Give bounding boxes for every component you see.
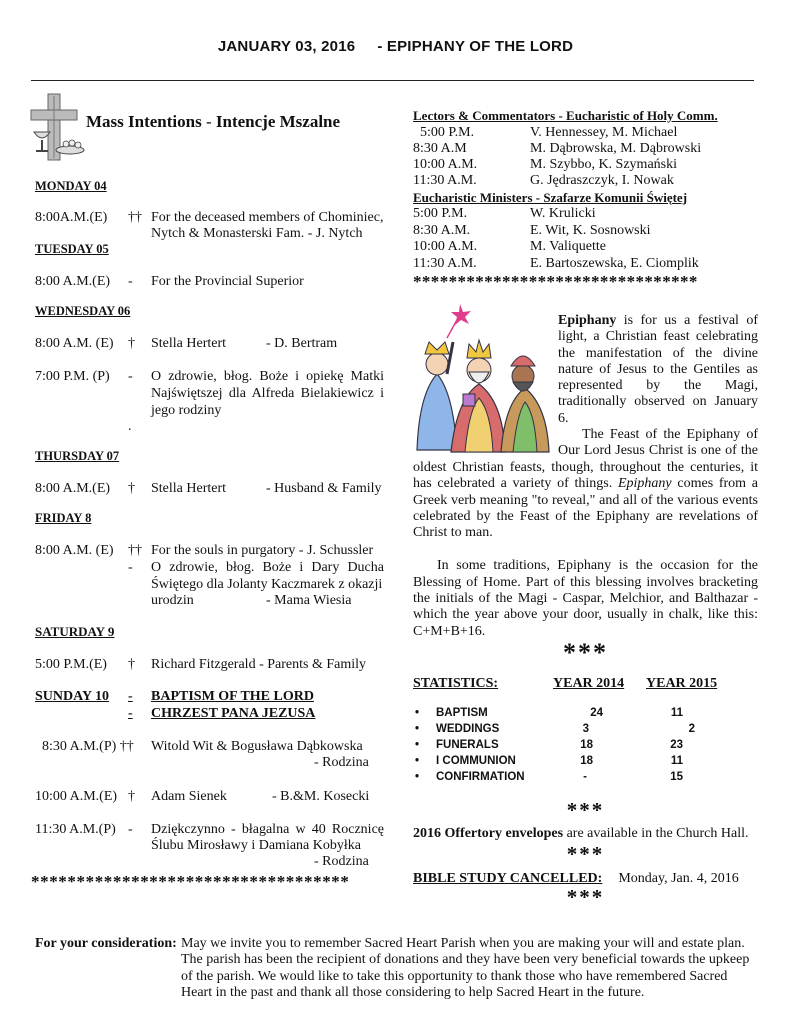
stats-2014: 3 xyxy=(582,723,589,735)
epiphany-p1-l4: nature of Jesus to the Gentiles as xyxy=(558,361,758,377)
asterism-4: *** xyxy=(566,885,605,909)
lectors-row xyxy=(413,141,758,157)
title-en: Mass Intentions xyxy=(86,112,202,131)
footer-l2: The parish has been the recipient of donations and they have been very beneficial towards the upkeep xyxy=(181,952,750,968)
wednesday-e2-time: 7:00 P.M. (P) xyxy=(35,369,110,384)
asterism-1: *** xyxy=(563,638,608,667)
day-sunday: SUNDAY 10 xyxy=(35,689,110,704)
monday-time: 8:00A.M.(E) xyxy=(35,210,108,225)
ministers-row xyxy=(413,239,758,256)
sunday-m2-mark: † xyxy=(128,789,135,804)
right-stars-divider: ******************************** xyxy=(413,272,698,291)
saturday-mark: † xyxy=(128,657,135,672)
stats-label: BAPTISM xyxy=(436,707,488,719)
sunday-m1-line2: - Rodzina xyxy=(314,755,369,770)
bible-label: BIBLE STUDY CANCELLED: xyxy=(413,871,603,886)
lectors-title: Lectors & Commentators - Eucharistic of Holy Comm. xyxy=(413,108,718,123)
stats-row xyxy=(413,771,758,787)
header-date: JANUARY 03, 2016 xyxy=(217,38,356,55)
three-magi-illustration xyxy=(413,302,553,454)
epiphany-p1-l7: 6. xyxy=(558,410,569,426)
footer-label: For your consideration: xyxy=(35,936,177,951)
stats-2015: 15 xyxy=(670,771,683,783)
ministers-time: 10:00 A.M. xyxy=(413,239,478,254)
sunday-title-pl: CHRZEST PANA JEZUSA xyxy=(151,706,316,721)
sunday-m3-line3: - Rodzina xyxy=(314,854,369,869)
wednesday-e2-line2: Najświętszej dla Alfreda Bielakiewicz i xyxy=(151,386,384,401)
sunday-m3-time: 11:30 A.M.(P) xyxy=(35,822,116,837)
stats-row xyxy=(413,755,758,771)
lectors-time: 5:00 P.M. xyxy=(420,125,475,140)
ministers-time: 11:30 A.M. xyxy=(413,255,477,271)
stats-2014: 18 xyxy=(580,755,593,767)
friday-line4b: - Mama Wiesia xyxy=(266,593,352,608)
offertory-bold: 2016 Offertory envelopes xyxy=(413,826,564,841)
lectors-time: 8:30 A.M xyxy=(413,141,467,156)
ministers-time: 8:30 A.M. xyxy=(413,222,471,238)
sunday-m2-name: Adam Sienek xyxy=(151,789,227,804)
day-monday: MONDAY 04 xyxy=(35,179,107,193)
ministers-names: E. Wit, K. Sosnowski xyxy=(530,222,651,238)
epiphany-line xyxy=(558,313,758,329)
header-feast: - EPIPHANY OF THE LORD xyxy=(377,38,574,55)
sunday-m3-line2: Ślubu Mirosławy i Damiana Kobyłka xyxy=(151,838,361,853)
lectors-names: M. Szybbo, K. Szymański xyxy=(530,157,677,172)
stats-row xyxy=(413,739,758,755)
offertory-notice xyxy=(413,826,749,842)
sunday-m3-line1: Dziękczynno - błagalna w 40 Rocznicę xyxy=(151,822,384,837)
footer-l1: May we invite you to remember Sacred Heart Parish when you are making your will and estate plan. xyxy=(181,936,745,951)
sunday-title-en: BAPTISM OF THE LORD xyxy=(151,689,314,704)
friday-mark1: †† xyxy=(128,543,142,558)
offertory-rest: are available in the Church Hall. xyxy=(566,826,749,841)
wednesday-e2-dot: . xyxy=(128,419,132,434)
lectors-row xyxy=(413,125,758,141)
lectors-names: M. Dąbrowska, M. Dąbrowski xyxy=(530,141,702,156)
stats-2015: 2 xyxy=(688,723,695,735)
sunday-m2-by: - B.&M. Kosecki xyxy=(272,789,370,804)
bullet-icon: • xyxy=(415,723,420,735)
stats-2014: - xyxy=(583,771,587,783)
asterism-3: *** xyxy=(566,842,605,866)
bullet-icon: • xyxy=(415,707,420,719)
stats-label: WEDDINGS xyxy=(436,723,500,735)
ministers-row xyxy=(413,206,758,223)
epiphany-p2-term: Epiphany xyxy=(617,476,672,492)
ministers-names: W. Krulicki xyxy=(530,206,596,221)
thursday-mark: † xyxy=(128,481,135,496)
wednesday-e1-by: - D. Bertram xyxy=(266,336,338,351)
epiphany-p1-l6: traditionally observed on January xyxy=(558,394,758,410)
stats-2015: 23 xyxy=(670,739,683,751)
footer-l3: of the parish. We would like to take this opportunity to thank those who have remembered Sacred xyxy=(181,968,728,984)
stats-label: CONFIRMATION xyxy=(436,771,525,783)
day-tuesday: TUESDAY 05 xyxy=(35,242,109,256)
left-stars-divider: *********************************** xyxy=(31,872,350,891)
ministers-title: Eucharistic Ministers - Szafarze Komunii Świętej xyxy=(413,190,688,205)
cross-chalice-icon xyxy=(28,92,86,162)
epiphany-p2-b: comes from a Greek verb meaning "to reveal," and all of the various events celebrated by the Feast of the Epiphany are revelations of Christ to man. xyxy=(413,476,759,541)
monday-mark: †† xyxy=(128,210,142,225)
epiphany-p3: In some traditions, Epiphany is the occasion for the Blessing of Home. Part of this blessing involves bracketing the initials of the Magi - Caspar, Melchior, and Balthazar - which the year above your door, usually in chalk, like this: C+M+B+16. xyxy=(413,558,758,639)
friday-line4a: urodzin xyxy=(151,593,194,608)
lectors-names: V. Hennessey, M. Michael xyxy=(530,125,678,140)
ministers-row xyxy=(413,256,758,273)
ministers-row xyxy=(413,223,758,240)
stats-col-2015: YEAR 2015 xyxy=(646,676,718,691)
stats-list xyxy=(413,707,758,787)
stats-title: STATISTICS: xyxy=(413,676,499,691)
tuesday-time: 8:00 A.M.(E) xyxy=(35,274,111,289)
lectors-time: 10:00 A.M. xyxy=(413,157,478,172)
sunday-m1-line1: Witold Wit & Bogusława Dąbkowska xyxy=(151,739,363,754)
friday-time: 8:00 A.M. (E) xyxy=(35,543,114,558)
bullet-icon: • xyxy=(415,739,420,751)
thursday-time: 8:00 A.M.(E) xyxy=(35,481,111,496)
tuesday-text: For the Provincial Superior xyxy=(151,274,304,289)
friday-line1: For the souls in purgatory - J. Schussler xyxy=(151,543,374,558)
epiphany-term: Epiphany xyxy=(558,313,617,328)
epiphany-p2-l2: Our Lord Jesus Christ is one of the xyxy=(558,443,758,459)
sunday-m2-time: 10:00 A.M.(E) xyxy=(35,789,118,804)
monday-line1: For the deceased members of Chominiec, xyxy=(151,210,384,225)
ministers-time: 5:00 P.M. xyxy=(413,206,468,221)
lectors-row xyxy=(413,157,758,173)
sunday-m1-time: 8:30 A.M.(P) †† xyxy=(42,739,134,754)
sunday-m3-mark: - xyxy=(128,822,133,837)
day-saturday: SATURDAY 9 xyxy=(35,624,115,639)
epiphany-p1-l3: the manifestation of the divine xyxy=(558,345,758,361)
asterism-2: *** xyxy=(566,798,605,822)
day-thursday: THURSDAY 07 xyxy=(35,449,120,463)
day-friday: FRIDAY 8 xyxy=(35,511,92,525)
mass-intentions-title xyxy=(86,112,340,132)
epiphany-p1-l2: light, a Christian feast celebrating xyxy=(558,329,758,345)
epiphany-p1-l1: is for us a festival of xyxy=(623,313,758,328)
stats-2015: 11 xyxy=(670,707,683,719)
wednesday-e2-line3: jego rodziny xyxy=(151,403,222,418)
lectors-table xyxy=(413,125,758,189)
stats-row xyxy=(413,707,758,723)
friday-mark2: - xyxy=(128,560,133,575)
friday-line3: Świętego dla Jolanty Kaczmarek z okazji xyxy=(151,577,383,592)
wednesday-e1-mark: † xyxy=(128,336,135,351)
lectors-names: G. Jędraszczyk, I. Nowak xyxy=(530,173,674,188)
stats-label: FUNERALS xyxy=(436,739,499,751)
stats-label: I COMMUNION xyxy=(436,755,516,767)
wednesday-e2-line1: O zdrowie, błog. Boże i opiekę Matki xyxy=(151,369,384,384)
epiphany-intro xyxy=(558,313,758,460)
epiphany-p2-a: oldest Christian feasts, though, throughout the centuries, it has celebrated a variety of things. xyxy=(413,460,758,492)
title-sep: - xyxy=(205,112,212,131)
wednesday-e2-mark: - xyxy=(128,369,133,384)
sunday-dash2: - xyxy=(128,706,133,721)
epiphany-p2 xyxy=(413,460,758,541)
day-wednesday: WEDNESDAY 06 xyxy=(35,304,131,318)
page-header xyxy=(0,38,791,55)
footer-l4: Heart in the past and thank all those considering to help Sacred Heart in the future. xyxy=(181,984,645,1000)
monday-line2: Nytch & Monasterski Fam. - J. Nytch xyxy=(151,226,363,241)
lectors-time: 11:30 A.M. xyxy=(413,173,477,188)
thursday-name: Stella Hertert xyxy=(151,481,227,496)
sunday-dash1: - xyxy=(128,689,133,704)
friday-line2: O zdrowie, błog. Boże i Dary Ducha xyxy=(151,560,384,575)
bullet-icon: • xyxy=(415,771,420,783)
tuesday-mark: - xyxy=(128,274,133,289)
title-pl: Intencje Mszalne xyxy=(215,112,341,131)
stats-2015: 11 xyxy=(670,755,683,767)
bullet-icon: • xyxy=(415,755,420,767)
saturday-text: Richard Fitzgerald - Parents & Family xyxy=(151,657,367,672)
stats-2014: 24 xyxy=(590,707,603,719)
stats-row xyxy=(413,723,758,739)
header-rule xyxy=(31,80,754,81)
epiphany-body xyxy=(413,460,758,640)
ministers-names: E. Bartoszewska, E. Ciomplik xyxy=(530,255,699,271)
epiphany-p2-l1: The Feast of the Epiphany of xyxy=(582,427,758,443)
thursday-by: - Husband & Family xyxy=(266,481,382,496)
saturday-time: 5:00 P.M.(E) xyxy=(35,657,107,672)
stats-2014: 18 xyxy=(580,739,593,751)
wednesday-e1-name: Stella Hertert xyxy=(151,336,227,351)
lectors-row xyxy=(413,173,758,189)
stats-col-2014: YEAR 2014 xyxy=(553,676,625,691)
epiphany-p1-l5: represented by the Magi, xyxy=(558,378,758,394)
bible-date: Monday, Jan. 4, 2016 xyxy=(618,871,739,886)
wednesday-e1-time: 8:00 A.M. (E) xyxy=(35,336,114,351)
ministers-names: M. Valiquette xyxy=(530,239,606,254)
footer-text xyxy=(181,936,757,1001)
ministers-table xyxy=(413,206,758,272)
